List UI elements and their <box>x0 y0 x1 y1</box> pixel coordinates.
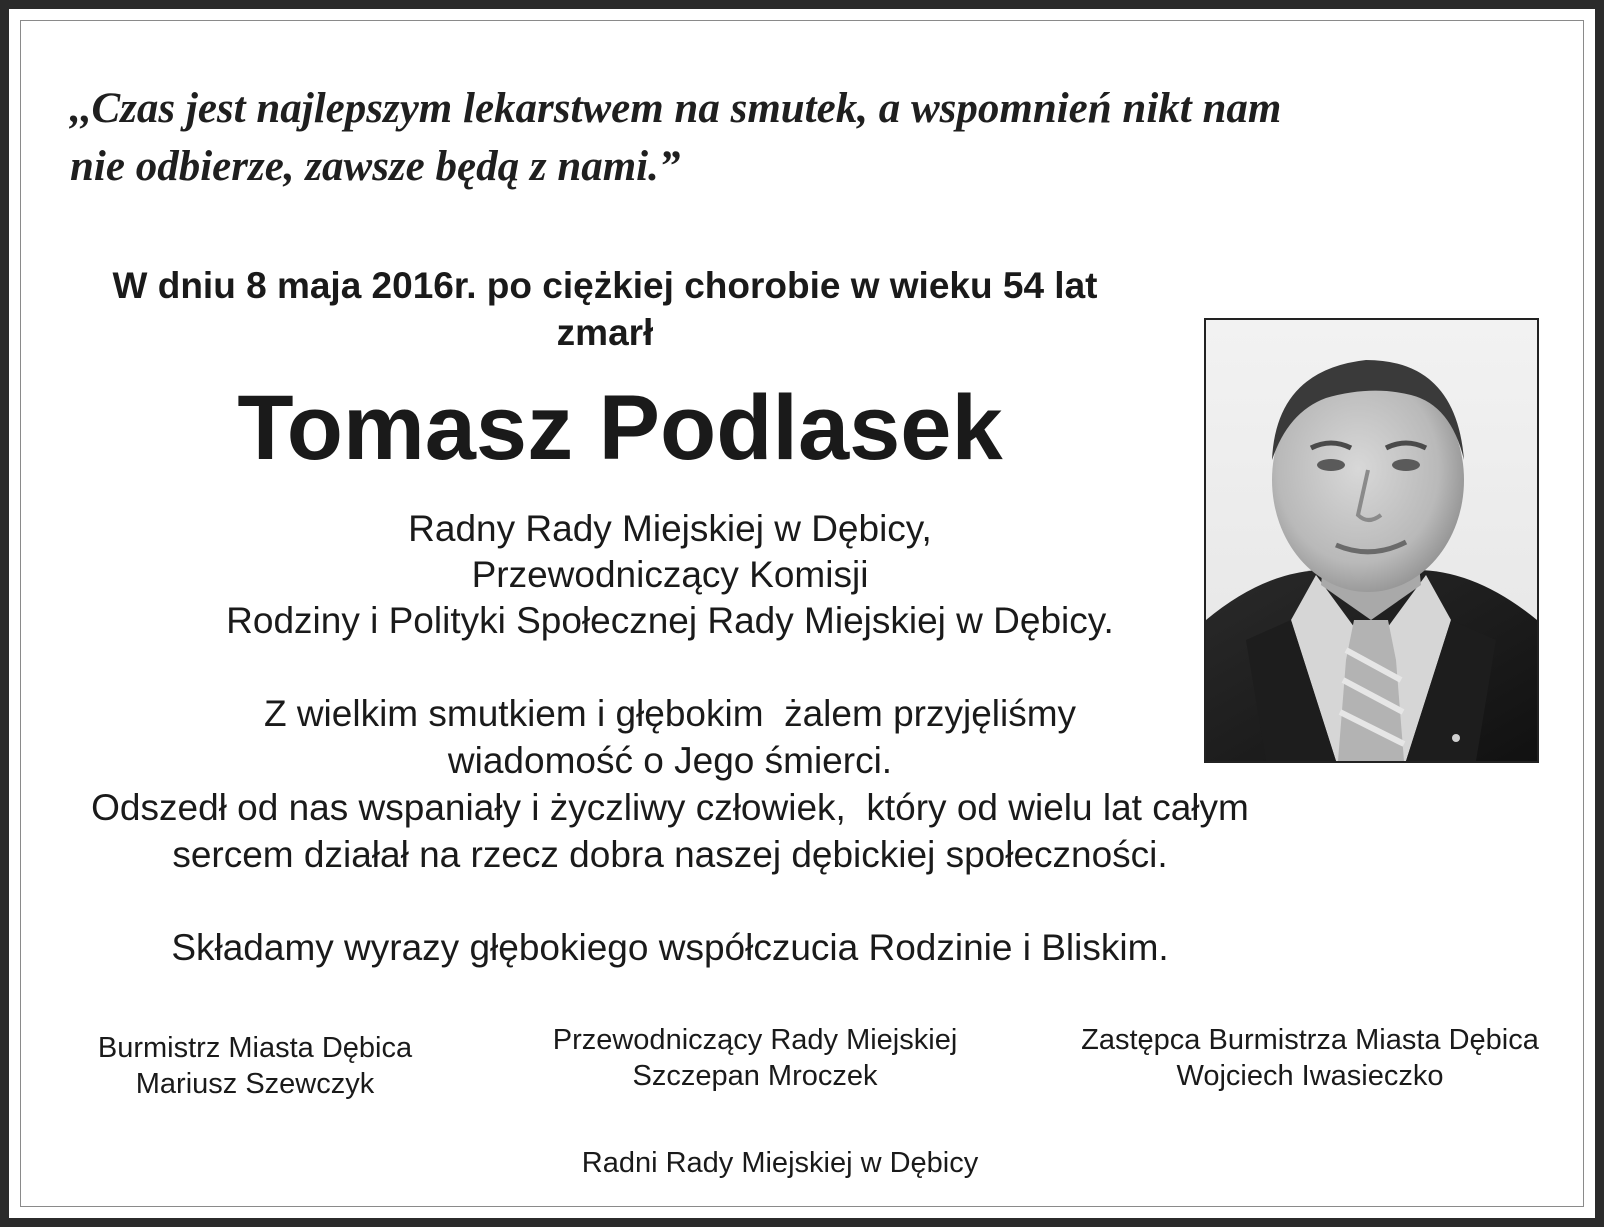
title-line: Przewodniczący Komisji <box>471 554 869 595</box>
deceased-titles <box>110 506 1230 644</box>
title-line: Radny Rady Miejskiej w Dębicy, <box>408 508 932 549</box>
council-signature: Radni Rady Miejskiej w Dębicy <box>581 1147 979 1179</box>
quote-line: nie odbierze, zawsze będą z nami.” <box>70 143 681 190</box>
announcement-line: zmarł <box>556 312 654 353</box>
message-line: wiadomość o Jego śmierci. <box>447 740 893 781</box>
signature-role: Burmistrz Miasta Dębica <box>97 1032 413 1064</box>
message-line: Odszedł od nas wspaniały i życzliwy człowiek, który od wielu lat całym <box>91 787 1249 828</box>
title-line: Rodziny i Polityki Społecznej Rady Miejskiej w Dębicy. <box>226 600 1114 641</box>
signature-name: Szczepan Mroczek <box>632 1060 878 1092</box>
tribute-message <box>0 690 1340 878</box>
condolence-text: Składamy wyrazy głębokiego współczucia Rodzinie i Bliskim. <box>171 927 1169 968</box>
deceased-name: Tomasz Podlasek <box>237 377 1003 479</box>
signature-deputy-mayor <box>1040 1022 1580 1094</box>
signature-name: Wojciech Iwasieczko <box>1176 1060 1444 1092</box>
message-line: Z wielkim smutkiem i głębokim żalem przyjęliśmy <box>263 693 1077 734</box>
signature-name: Mariusz Szewczyk <box>135 1068 375 1100</box>
message-line: sercem działał na rzecz dobra naszej dębickiej społeczności. <box>172 834 1168 875</box>
quote-line: ,,Czas jest najlepszym lekarstwem na smutek, a wspomnień nikt nam <box>70 85 1282 132</box>
signature-role: Przewodniczący Rady Miejskiej <box>552 1024 958 1056</box>
signature-role: Zastępca Burmistrza Miasta Dębica <box>1081 1024 1539 1056</box>
portrait-image <box>1206 320 1537 761</box>
signature-mayor <box>40 1030 470 1102</box>
signature-council-chair <box>500 1022 1010 1094</box>
announcement-line: W dniu 8 maja 2016r. po ciężkiej chorobie w wieku 54 lat <box>112 265 1098 306</box>
portrait-photo <box>1204 318 1539 763</box>
memorial-quote <box>70 80 1550 196</box>
death-announcement <box>30 262 1180 356</box>
